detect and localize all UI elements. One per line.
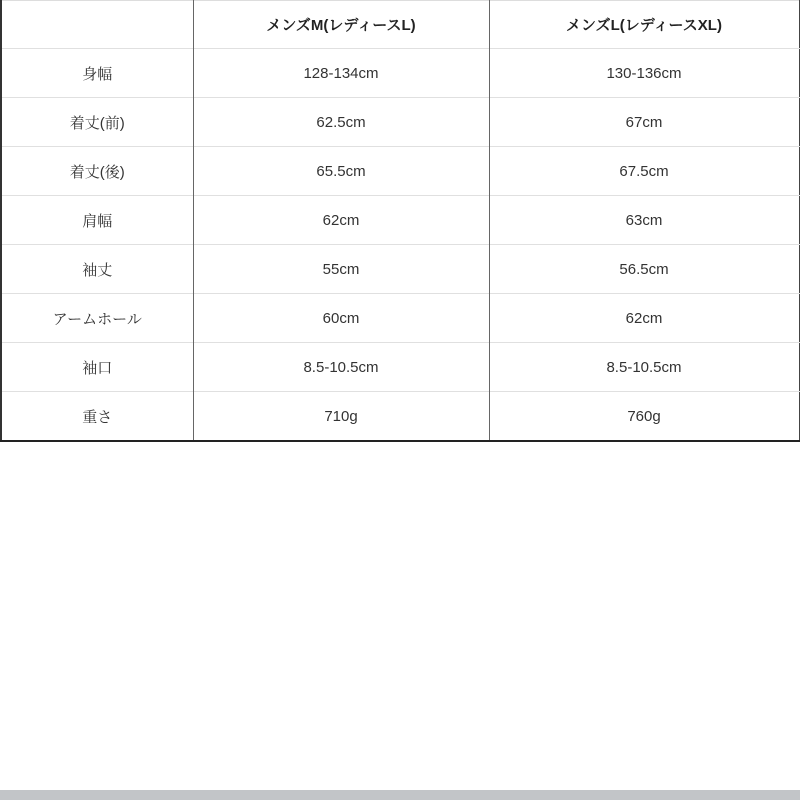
row-label: 着丈(前) bbox=[1, 98, 193, 147]
cell-value: 130-136cm bbox=[489, 49, 799, 98]
column-header-mens-m: メンズM(レディースL) bbox=[193, 1, 489, 49]
horizontal-scrollbar[interactable] bbox=[0, 790, 800, 800]
row-label: 着丈(後) bbox=[1, 147, 193, 196]
row-label: 重さ bbox=[1, 392, 193, 442]
row-label: アームホール bbox=[1, 294, 193, 343]
table-row-shoulder-width bbox=[1, 196, 799, 245]
column-header-mens-l: メンズL(レディースXL) bbox=[489, 1, 799, 49]
cell-value: 710g bbox=[193, 392, 489, 442]
cell-value: 60cm bbox=[193, 294, 489, 343]
cell-value: 760g bbox=[489, 392, 799, 442]
table-row-armhole bbox=[1, 294, 799, 343]
table-row-weight bbox=[1, 392, 799, 442]
row-label: 袖口 bbox=[1, 343, 193, 392]
cell-value: 67.5cm bbox=[489, 147, 799, 196]
cell-value: 62.5cm bbox=[193, 98, 489, 147]
cell-value: 65.5cm bbox=[193, 147, 489, 196]
cell-value: 8.5-10.5cm bbox=[193, 343, 489, 392]
cell-value: 67cm bbox=[489, 98, 799, 147]
cell-value: 128-134cm bbox=[193, 49, 489, 98]
table-row-cuff bbox=[1, 343, 799, 392]
cell-value: 55cm bbox=[193, 245, 489, 294]
row-label: 袖丈 bbox=[1, 245, 193, 294]
cell-value: 62cm bbox=[489, 294, 799, 343]
cell-value: 63cm bbox=[489, 196, 799, 245]
table-row-length-back bbox=[1, 147, 799, 196]
header-row bbox=[1, 1, 799, 49]
table-row-sleeve-length bbox=[1, 245, 799, 294]
row-label: 身幅 bbox=[1, 49, 193, 98]
cell-value: 8.5-10.5cm bbox=[489, 343, 799, 392]
cell-value: 56.5cm bbox=[489, 245, 799, 294]
table-row-body-width bbox=[1, 49, 799, 98]
cell-value: 62cm bbox=[193, 196, 489, 245]
table-row-length-front bbox=[1, 98, 799, 147]
row-label: 肩幅 bbox=[1, 196, 193, 245]
corner-cell bbox=[1, 1, 193, 49]
